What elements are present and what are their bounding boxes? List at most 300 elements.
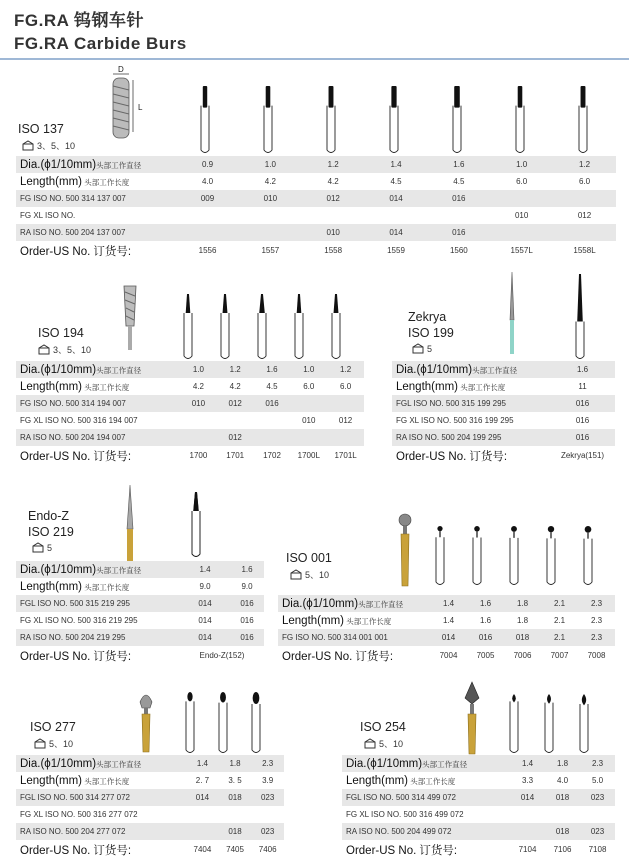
bur-drawing-icon <box>186 692 194 753</box>
order-label: Order-US No. <box>282 650 353 663</box>
cell-fg <box>553 190 616 207</box>
bur-drawing-icon <box>264 86 272 153</box>
bur-drawing-icon <box>473 526 481 585</box>
table-row-len <box>16 578 264 595</box>
row-label <box>16 840 186 859</box>
cell-ra <box>186 823 219 840</box>
bur-194-photo-icon <box>118 282 142 352</box>
package-icon <box>32 542 44 553</box>
cell-len: 11 <box>550 378 615 395</box>
iso-number-label: FG XL ISO NO. 500 316 194 007 <box>20 416 138 425</box>
pack-qty: 3、5、10 <box>37 141 76 151</box>
cell-order: 1558L <box>553 241 616 260</box>
dia-cn: 头部工作直径 <box>472 365 518 375</box>
dia-unit: (ϕ1/10mm) <box>416 363 473 376</box>
cell-len: 3. 5 <box>219 772 252 789</box>
length-label: Length(mm) <box>346 774 408 787</box>
cell-fg: 018 <box>545 789 580 806</box>
bur-drawing-icon <box>332 294 340 359</box>
row-label <box>392 429 550 446</box>
cell-len: 6.0 <box>553 173 616 190</box>
cell-order: 7108 <box>580 840 615 859</box>
table-row-order <box>342 840 615 859</box>
cell-fg: 016 <box>254 395 291 412</box>
cell-fgxl: 016 <box>230 612 264 629</box>
cell-dia: 1.6 <box>467 595 504 612</box>
table-row-order <box>16 446 364 465</box>
row-label <box>16 173 176 190</box>
row-label <box>16 772 186 789</box>
table-row-fg <box>16 190 616 207</box>
dia-label: Dia. <box>20 757 41 770</box>
bur-drawing-icon <box>584 526 592 585</box>
table-row-fgxl <box>16 207 616 224</box>
cell-fg: 023 <box>251 789 284 806</box>
iso-number-label: RA ISO NO. 500 204 219 295 <box>20 633 126 642</box>
iso-199-burs <box>560 272 600 362</box>
length-cn: 头部工作长度 <box>84 582 130 592</box>
iso-194-label: ISO 194 <box>38 326 84 340</box>
cell-dia: 0.9 <box>176 156 239 173</box>
cell-order: 7005 <box>467 646 504 665</box>
table-row-len <box>16 173 616 190</box>
cell-fg: 2.1 <box>541 629 578 646</box>
cell-dia: 1.0 <box>290 361 327 378</box>
cell-dia: 1.6 <box>230 561 264 578</box>
cell-order: 1560 <box>427 241 490 260</box>
cell-len: 5.0 <box>580 772 615 789</box>
cell-fgxl <box>176 207 239 224</box>
cell-fg: 018 <box>219 789 252 806</box>
table-row-len <box>16 772 284 789</box>
pack-qty: 5 <box>47 542 53 553</box>
cell-fg: 012 <box>217 395 254 412</box>
cell-order: 7008 <box>578 646 615 665</box>
cell-fg: 014 <box>180 595 230 612</box>
cell-fgxl: 010 <box>290 412 327 429</box>
iso-219-pack <box>32 542 52 553</box>
length-cn: 头部工作长度 <box>84 776 130 786</box>
iso-number-label: FG XL ISO NO. 500 316 219 295 <box>20 616 138 625</box>
cell-order: 1700 <box>180 446 217 465</box>
pack-qty: 5、10 <box>49 739 74 749</box>
order-cn: 订货号: <box>355 650 394 663</box>
bur-254-photo-icon <box>460 680 484 756</box>
cell-dia: 1.4 <box>365 156 428 173</box>
length-cn: 头部工作长度 <box>84 382 130 392</box>
order-cn: 订货号: <box>93 844 132 857</box>
cell-fgxl: 012 <box>327 412 364 429</box>
cell-len: 4.0 <box>176 173 239 190</box>
cell-order: 1558 <box>302 241 365 260</box>
diagram-l-label: L <box>138 103 143 112</box>
iso-number-label: RA ISO NO. 500 204 277 072 <box>20 827 126 836</box>
iso-254-pack <box>364 737 403 750</box>
table-row-fgxl <box>16 806 284 823</box>
cell-fgxl: 014 <box>180 612 230 629</box>
cell-order: 1557 <box>239 241 302 260</box>
iso-137-table <box>16 156 616 260</box>
row-label <box>392 412 550 429</box>
table-row-dia <box>16 156 616 173</box>
cell-fg: 014 <box>430 629 467 646</box>
cell-fgxl <box>219 806 252 823</box>
iso-137-pack <box>22 139 75 152</box>
cell-len: 4.5 <box>254 378 291 395</box>
cell-fgxl <box>580 806 615 823</box>
order-cn: 订货号: <box>93 450 132 463</box>
cell-len: 4.2 <box>180 378 217 395</box>
cell-order: 1701L <box>327 446 364 465</box>
bur-drawing-icon <box>580 694 588 753</box>
pack-qty: 5 <box>427 343 433 354</box>
bur-drawing-icon <box>221 294 229 359</box>
cell-fg: 2.3 <box>578 629 615 646</box>
row-label <box>342 755 510 772</box>
cell-fg: 016 <box>467 629 504 646</box>
length-cn: 头部工作长度 <box>84 177 130 187</box>
table-row-fg <box>16 395 364 412</box>
table-row-fgxl <box>342 806 615 823</box>
row-label <box>342 806 510 823</box>
cell-order: 7406 <box>251 840 284 859</box>
cell-order: 1557L <box>490 241 553 260</box>
cell-order: 1700L <box>290 446 327 465</box>
cell-len: 2.1 <box>541 612 578 629</box>
cell-order: 7405 <box>219 840 252 859</box>
order-cn: 订货号: <box>93 650 132 663</box>
cell-dia: 2.3 <box>251 755 284 772</box>
endo-z-brand: Endo-Z <box>28 509 69 523</box>
cell-fg: 014 <box>510 789 545 806</box>
cell-dia: 2.3 <box>578 595 615 612</box>
cell-dia: 1.4 <box>510 755 545 772</box>
table-row-ra <box>16 629 264 646</box>
bur-drawing-icon <box>453 86 461 153</box>
title-cn: FG.RA 钨钢车针 <box>14 11 144 30</box>
cell-dia: 2.1 <box>541 595 578 612</box>
cell-len: 6.0 <box>327 378 364 395</box>
row-label <box>16 629 180 646</box>
cell-ra: 010 <box>302 224 365 241</box>
cell-len: 9.0 <box>230 578 264 595</box>
bur-drawing-icon <box>516 86 524 153</box>
iso-194-burs <box>178 292 378 362</box>
row-label <box>16 806 186 823</box>
dia-label: Dia. <box>20 158 41 171</box>
bur-drawing-icon <box>390 86 398 153</box>
cell-order: 7004 <box>430 646 467 665</box>
table-row-len <box>278 612 615 629</box>
iso-277-burs <box>176 692 286 756</box>
dia-unit: (ϕ1/10mm) <box>366 757 423 770</box>
bur-drawing-icon <box>510 526 518 585</box>
cell-ra <box>490 224 553 241</box>
iso-number-label: FG ISO NO. 500 314 194 007 <box>20 399 126 408</box>
cell-dia: 1.2 <box>217 361 254 378</box>
dia-cn: 头部工作直径 <box>96 365 142 375</box>
cell-fg: 016 <box>230 595 264 612</box>
cell-order: 7404 <box>186 840 219 859</box>
cell-fg: 014 <box>365 190 428 207</box>
cell-fgxl <box>254 412 291 429</box>
dia-cn: 头部工作直径 <box>96 759 142 769</box>
cell-dia: 1.4 <box>180 561 230 578</box>
package-icon <box>290 569 302 580</box>
table-row-dia <box>16 755 284 772</box>
dia-cn: 头部工作直径 <box>422 759 468 769</box>
cell-dia: 1.0 <box>490 156 553 173</box>
bur-drawing-icon <box>219 692 227 753</box>
row-label <box>342 789 510 806</box>
table-row-order <box>278 646 615 665</box>
cell-fg: 010 <box>239 190 302 207</box>
bur-drawing-icon <box>579 86 587 153</box>
iso-277-pack <box>34 737 73 750</box>
bur-drawing-icon <box>327 86 335 153</box>
order-label: Order-US No. <box>346 844 417 857</box>
table-row-ra <box>342 823 615 840</box>
cell-dia: 1.6 <box>427 156 490 173</box>
cell-fg <box>490 190 553 207</box>
length-label: Length(mm) <box>282 614 344 627</box>
bur-drawing-icon <box>192 492 200 557</box>
iso-number-label: RA ISO NO. 500 204 137 007 <box>20 228 126 237</box>
iso-number-label: FGL ISO NO. 500 314 499 072 <box>346 793 456 802</box>
row-label <box>342 840 510 859</box>
order-label: Order-US No. <box>20 450 91 463</box>
cell-ra: 014 <box>180 629 230 646</box>
table-row-dia <box>16 561 264 578</box>
table-row-fg <box>16 789 284 806</box>
cell-dia: 1.0 <box>180 361 217 378</box>
cell-fg: 016 <box>427 190 490 207</box>
row-label <box>16 578 180 595</box>
cell-ra <box>553 224 616 241</box>
cell-ra <box>510 823 545 840</box>
pack-qty: 5、10 <box>379 739 404 749</box>
cell-fg: 010 <box>180 395 217 412</box>
row-label <box>16 190 176 207</box>
package-icon <box>364 738 376 749</box>
length-cn: 头部工作长度 <box>346 616 392 626</box>
cell-fg: 014 <box>186 789 219 806</box>
row-label <box>16 395 180 412</box>
iso-number-label: FG XL ISO NO. 500 316 199 295 <box>396 416 514 425</box>
length-cn: 头部工作长度 <box>460 382 506 392</box>
table-row-ra <box>16 823 284 840</box>
bur-drawing-icon <box>545 694 553 753</box>
cell-fgxl: 012 <box>553 207 616 224</box>
cell-order: 1702 <box>254 446 291 465</box>
cell-len: 4.0 <box>545 772 580 789</box>
cell-ra <box>180 429 217 446</box>
dia-cn: 头部工作直径 <box>96 565 142 575</box>
dia-label: Dia. <box>20 363 41 376</box>
cell-dia: 1.4 <box>186 755 219 772</box>
cell-dia: 1.6 <box>550 361 615 378</box>
cell-order: Endo-Z(152) <box>180 646 264 665</box>
bur-219-photo-icon <box>120 483 140 563</box>
row-label <box>278 629 430 646</box>
title-en: FG.RA Carbide Burs <box>14 34 187 53</box>
cell-order: 7104 <box>510 840 545 859</box>
row-label <box>278 646 430 665</box>
order-label: Order-US No. <box>20 844 91 857</box>
cell-order: 1559 <box>365 241 428 260</box>
order-label: Order-US No. <box>20 650 91 663</box>
iso-137-burs <box>175 84 625 156</box>
cell-fgxl <box>186 806 219 823</box>
row-label <box>392 395 550 412</box>
iso-number-label: FGL ISO NO. 500 315 219 295 <box>20 599 130 608</box>
table-row-fg <box>392 395 615 412</box>
pack-qty: 5、10 <box>305 570 330 580</box>
table-row-dia <box>342 755 615 772</box>
bur-drawing-icon <box>258 294 266 359</box>
table-row-dia <box>392 361 615 378</box>
header-rule <box>0 58 629 60</box>
iso-199-table <box>392 361 615 465</box>
table-row-order <box>16 840 284 859</box>
dia-unit: (ϕ1/10mm) <box>40 363 97 376</box>
dia-label: Dia. <box>346 757 367 770</box>
iso-001-burs <box>428 524 618 588</box>
cell-ra: 018 <box>545 823 580 840</box>
diagram-d-label: D <box>118 66 124 74</box>
cell-len: 2. 7 <box>186 772 219 789</box>
iso-number-label: FGL ISO NO. 500 315 199 295 <box>396 399 506 408</box>
cell-fgxl <box>180 412 217 429</box>
order-cn: 订货号: <box>469 450 508 463</box>
cell-ra: 018 <box>219 823 252 840</box>
table-row-len <box>392 378 615 395</box>
table-row-len <box>342 772 615 789</box>
bur-277-photo-icon <box>136 690 156 754</box>
cell-dia: 1.2 <box>553 156 616 173</box>
iso-number-label: RA ISO NO. 500 204 194 007 <box>20 433 126 442</box>
cell-fgxl <box>239 207 302 224</box>
cell-order: 7106 <box>545 840 580 859</box>
row-label <box>278 595 430 612</box>
dia-label: Dia. <box>396 363 417 376</box>
order-label: Order-US No. <box>396 450 467 463</box>
iso-194-table <box>16 361 364 465</box>
dia-unit: (ϕ1/10mm) <box>302 597 359 610</box>
row-label <box>16 612 180 629</box>
length-label: Length(mm) <box>20 580 82 593</box>
cell-len: 3.3 <box>510 772 545 789</box>
row-label <box>16 823 186 840</box>
iso-219-burs <box>178 490 218 560</box>
iso-277-label: ISO 277 <box>30 720 76 734</box>
iso-137-label: ISO 137 <box>18 122 64 136</box>
cell-len: 4.5 <box>427 173 490 190</box>
cell-fgxl <box>510 806 545 823</box>
table-row-fg <box>342 789 615 806</box>
cell-ra: 014 <box>365 224 428 241</box>
package-icon <box>34 738 46 749</box>
bur-diagram-icon <box>105 66 150 146</box>
cell-dia: 1.8 <box>545 755 580 772</box>
row-label <box>16 156 176 173</box>
order-label: Order-US No. <box>20 245 91 258</box>
table-row-order <box>16 646 264 665</box>
table-row-fg <box>278 629 615 646</box>
cell-dia: 1.0 <box>239 156 302 173</box>
iso-number-label: FGL ISO NO. 500 314 277 072 <box>20 793 130 802</box>
cell-fg: 009 <box>176 190 239 207</box>
row-label <box>392 446 550 465</box>
bur-drawing-icon <box>510 694 518 753</box>
length-label: Length(mm) <box>20 774 82 787</box>
table-row-order <box>16 241 616 260</box>
row-label <box>342 772 510 789</box>
cell-len: 1.6 <box>467 612 504 629</box>
cell-dia: 1.2 <box>302 156 365 173</box>
table-row-dia <box>278 595 615 612</box>
cell-ra <box>327 429 364 446</box>
cell-dia: 1.8 <box>504 595 541 612</box>
cell-order: 7007 <box>541 646 578 665</box>
iso-254-burs <box>500 692 615 756</box>
cell-fgxl <box>545 806 580 823</box>
cell-fgxl <box>427 207 490 224</box>
cell-fg <box>327 395 364 412</box>
bur-drawing-icon <box>252 692 260 753</box>
iso-number-label: FG XL ISO NO. <box>20 211 76 220</box>
cell-dia: 1.4 <box>430 595 467 612</box>
cell-len: 6.0 <box>490 173 553 190</box>
iso-254-label: ISO 254 <box>360 720 406 734</box>
iso-001-label: ISO 001 <box>286 551 332 565</box>
row-label <box>16 446 180 465</box>
bur-drawing-icon <box>547 526 555 585</box>
cell-order: Zekrya(151) <box>550 446 615 465</box>
row-label <box>16 207 176 224</box>
cell-ra <box>176 224 239 241</box>
cell-fg: 012 <box>302 190 365 207</box>
cell-ra <box>239 224 302 241</box>
row-label <box>16 755 186 772</box>
bur-199-photo-icon <box>500 270 524 356</box>
row-label <box>16 241 176 260</box>
cell-order: 1701 <box>217 446 254 465</box>
cell-ra: 016 <box>550 429 615 446</box>
row-label <box>16 378 180 395</box>
dia-unit: (ϕ1/10mm) <box>40 158 97 171</box>
cell-len: 1.4 <box>430 612 467 629</box>
iso-number-label: RA ISO NO. 500 204 499 072 <box>346 827 452 836</box>
zekrya-brand: Zekrya <box>408 310 447 324</box>
iso-199-pack <box>412 343 432 354</box>
cell-dia: 1.6 <box>254 361 291 378</box>
cell-fg: 016 <box>550 395 615 412</box>
cell-fgxl <box>217 412 254 429</box>
row-label <box>16 412 180 429</box>
cell-len: 4.5 <box>365 173 428 190</box>
package-icon <box>22 140 34 151</box>
row-label <box>16 789 186 806</box>
table-row-ra <box>16 224 616 241</box>
cell-len: 4.2 <box>302 173 365 190</box>
table-row-ra <box>392 429 615 446</box>
row-label <box>16 561 180 578</box>
cell-fgxl <box>302 207 365 224</box>
cell-fg: 023 <box>580 789 615 806</box>
dia-label: Dia. <box>20 563 41 576</box>
cell-len: 9.0 <box>180 578 230 595</box>
